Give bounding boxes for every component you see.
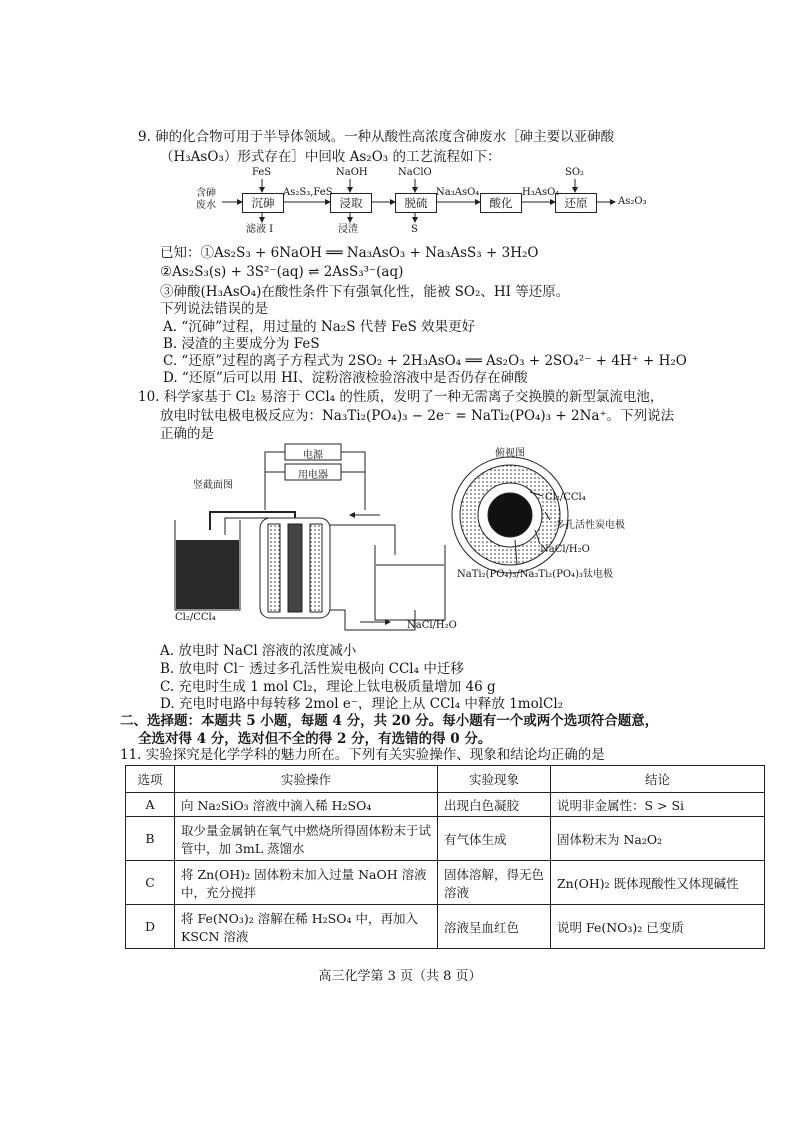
top-nacl-label: NaCl/H₂O — [540, 544, 590, 555]
q9-stem-line1: 9. 砷的化合物可用于半导体领域。一种从酸性高浓度含砷废水［砷主要以亚砷酸 — [138, 129, 615, 145]
q9-known-3: ③砷酸(H₃AsO₄)在酸性条件下有强氧化性，能被 SO₂、HI 等还原。 — [160, 284, 570, 300]
flow-out-residue: 浸渣 — [338, 224, 358, 235]
side-nacl-label: NaCl/H₂O — [407, 620, 457, 631]
header-phenomenon: 实验现象 — [438, 766, 551, 793]
row-operation: 将 Fe(NO₃)₂ 溶解在稀 H₂SO₄ 中，再加入 KSCN 溶液 — [175, 905, 438, 949]
ti-electrode-label: NaTi₂(PO₄)₃/Na₃Ti₂(PO₄)₃钛电极 — [457, 569, 614, 580]
q10-battery-diagram — [165, 440, 625, 640]
q9-option-a[interactable]: A. “沉砷”过程，用过量的 Na₂S 代替 FeS 效果更好 — [163, 319, 476, 335]
row-option: B — [126, 817, 175, 861]
flow-step-1: 沉砷 — [242, 193, 284, 213]
flow-step-2: 浸取 — [330, 193, 372, 213]
row-phenomenon: 有气体生成 — [438, 817, 551, 861]
header-conclusion: 结论 — [551, 766, 765, 793]
power-label: 电源 — [303, 450, 323, 461]
table-row[interactable] — [126, 905, 765, 949]
header-operation: 实验操作 — [175, 766, 438, 793]
row-operation: 将 Zn(OH)₂ 固体粉末加入过量 NaOH 溶液中，充分搅拌 — [175, 861, 438, 905]
carbon-electrode-label: 多孔活性炭电极 — [555, 520, 625, 531]
flow-input: 含砷 废水 — [196, 188, 216, 211]
row-conclusion: 说明非金属性：S > Si — [551, 793, 765, 817]
row-phenomenon: 溶液呈血红色 — [438, 905, 551, 949]
table-row[interactable] — [126, 817, 765, 861]
flow-step-3: 脱硫 — [395, 193, 437, 213]
q9-ask: 下列说法错误的是 — [160, 301, 268, 317]
flow-add-fes: FeS — [252, 167, 272, 178]
flow-between-1: As₂S₃,FeS — [283, 187, 333, 198]
q11-stem: 11. 实验探究是化学学科的魅力所在。下列有关实验操作、现象和结论均正确的是 — [120, 747, 605, 763]
q9-option-d[interactable]: D. “还原”后可以用 HI、淀粉溶液检验溶液中是否仍存在砷酸 — [163, 370, 528, 386]
row-option: D — [126, 905, 175, 949]
top-cl2-label: Cl₂/CCl₄ — [545, 492, 586, 503]
q10-option-b[interactable]: B. 放电时 Cl⁻ 透过多孔活性炭电极向 CCl₄ 中迁移 — [160, 661, 464, 677]
row-operation: 向 Na₂SiO₃ 溶液中滴入稀 H₂SO₄ — [175, 793, 438, 817]
table-header-row — [126, 766, 765, 793]
row-phenomenon: 出现白色凝胶 — [438, 793, 551, 817]
q9-flow-chart — [190, 166, 660, 236]
q9-option-b[interactable]: B. 浸渣的主要成分为 FeS — [163, 336, 320, 352]
appliance-label: 用电器 — [298, 470, 328, 481]
flow-add-naclo: NaClO — [398, 167, 432, 178]
flow-add-so2: SO₂ — [565, 167, 585, 178]
flow-out-s: S — [411, 224, 418, 235]
row-operation: 取少量金属钠在氧气中燃烧所得固体粉末于试管中，加 3mL 蒸馏水 — [175, 817, 438, 861]
section2-header-line2: 全选对得 4 分，选对但不全的得 2 分，有选错的得 0 分。 — [138, 731, 492, 747]
row-conclusion: 说明 Fe(NO₃)₂ 已变质 — [551, 905, 765, 949]
top-view-label: 俯视图 — [495, 448, 525, 459]
q10-stem-line2: 放电时钛电极电极反应为：Na₃Ti₂(PO₄)₃ − 2e⁻ = NaTi₂(PO₄)₃ + 2Na⁺。下列说法 — [160, 408, 675, 424]
flow-add-naoh: NaOH — [336, 167, 368, 178]
q10-stem-line3: 正确的是 — [160, 426, 214, 442]
flow-out-filtrate: 滤液 I — [246, 224, 274, 235]
q9-stem-line2: （H₃AsO₃）形式存在］中回收 As₂O₃ 的工艺流程如下： — [160, 149, 501, 165]
q11-table — [125, 765, 765, 949]
row-conclusion: Zn(OH)₂ 既体现酸性又体现碱性 — [551, 861, 765, 905]
row-conclusion: 固体粉末为 Na₂O₂ — [551, 817, 765, 861]
flow-step-5: 还原 — [555, 193, 597, 213]
q9-known-2: ②As₂S₃(s) + 3S²⁻(aq) ⇌ 2AsS₃³⁻(aq) — [160, 264, 404, 280]
flow-between-2: Na₃AsO₄ — [436, 187, 480, 198]
side-view-label: 竖截面图 — [193, 480, 233, 491]
q10-option-c[interactable]: C. 充电时生成 1 mol Cl₂，理论上钛电极质量增加 46 g — [160, 679, 496, 695]
page-footer: 高三化学第 3 页（共 8 页） — [318, 969, 482, 984]
row-option: C — [126, 861, 175, 905]
table-row[interactable] — [126, 793, 765, 817]
side-cl2-label: Cl₂/CCl₄ — [175, 612, 216, 623]
q10-stem-line1: 10. 科学家基于 Cl₂ 易溶于 CCl₄ 的性质，发明了一种无需离子交换膜的新型氯流电池， — [138, 389, 664, 405]
section2-header-line1: 二、选择题：本题共 5 小题，每题 4 分，共 20 分。每小题有一个或两个选项符合题意， — [120, 713, 659, 729]
flow-between-3: H₃AsO₄ — [522, 187, 560, 198]
header-option: 选项 — [126, 766, 175, 793]
flow-step-4: 酸化 — [480, 193, 522, 213]
row-option: A — [126, 793, 175, 817]
flow-output: As₂O₃ — [618, 196, 647, 207]
q10-option-d[interactable]: D. 充电时电路中每转移 2mol e⁻，理论上从 CCl₄ 中释放 1molCl₂ — [160, 696, 564, 712]
row-phenomenon: 固体溶解，得无色溶液 — [438, 861, 551, 905]
battery-drawing — [165, 440, 625, 640]
q9-option-c[interactable]: C. “还原”过程的离子方程式为 2SO₂ + 2H₃AsO₄ ══ As₂O₃ + 2SO₄²⁻ + 4H⁺ + H₂O — [163, 353, 687, 369]
table-row[interactable] — [126, 861, 765, 905]
q9-known-1: 已知：①As₂S₃ + 6NaOH ══ Na₃AsO₃ + Na₃AsS₃ + 3H₂O — [160, 245, 539, 261]
q10-option-a[interactable]: A. 放电时 NaCl 溶液的浓度减小 — [160, 643, 357, 659]
